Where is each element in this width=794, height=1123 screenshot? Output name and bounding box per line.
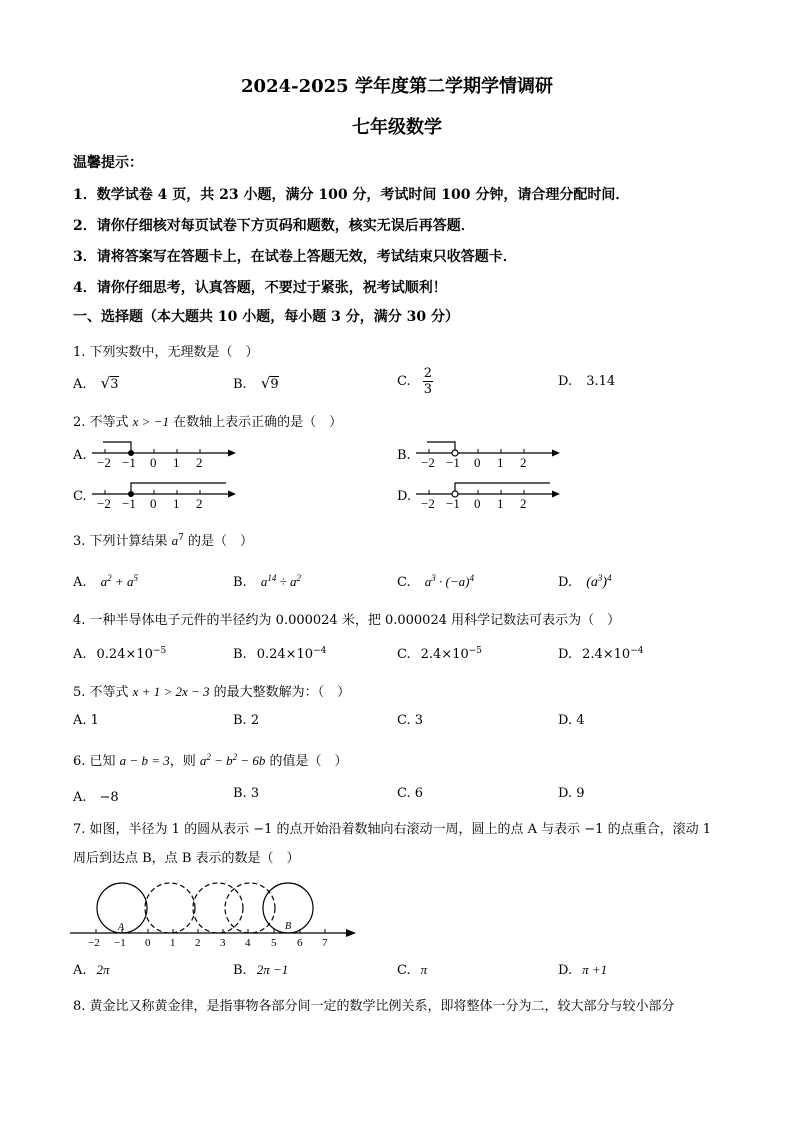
q2-option-d-label: D. (397, 489, 412, 504)
tick-label: 0 (474, 455, 481, 470)
number-line-c (88, 477, 238, 513)
tick-label: −1 (446, 496, 460, 511)
tick-label: 1 (170, 937, 176, 949)
tick-label: −1 (122, 496, 136, 511)
q2-option-b-label: B. (397, 448, 411, 463)
tick-label: 4 (245, 937, 251, 949)
question-5-stem: 5. 不等式 x + 1 > 2x − 3 的最大整数解为：（ ） (73, 684, 351, 700)
tick-label: 1 (173, 496, 180, 511)
sqrt-9: √9 (260, 374, 279, 392)
q3-option-d: D. $(a^3)^4$ (558, 573, 612, 590)
tick-label: 7 (322, 937, 328, 949)
question-1-stem: 1. 下列实数中，无理数是（ ） (73, 345, 259, 360)
rolling-circle (145, 883, 195, 933)
q1-option-b: B. √9 (233, 374, 279, 392)
tick-label: −2 (421, 496, 435, 511)
tick-label: −1 (114, 937, 126, 949)
tick-label: 2 (520, 496, 527, 511)
rolling-circle-figure (66, 874, 362, 950)
number-line-b (412, 436, 562, 472)
q3-option-c: C. $a^3 \cdot (-a)^4$ (397, 573, 474, 590)
tick-label: 3 (220, 937, 226, 949)
question-7-line-2: 周后到达点 B，点 B 表示的数是（ ） (73, 851, 300, 866)
q4-option-b: B. $0.24\times 10^{-4}$ (233, 646, 327, 662)
tick-label: −1 (122, 455, 136, 470)
q3-option-a: A. $a^2 + a^5$ (73, 573, 138, 590)
q1-option-a: A. √3 (73, 374, 119, 392)
q4-option-a: A. $0.24\times 10^{-5}$ (73, 646, 167, 662)
tick-label: 2 (196, 455, 203, 470)
question-4-stem: 4. 一种半导体电子元件的半径约为 0.000024 米，把 0.000024 用科学记数法可表示为（ ） (73, 613, 621, 628)
number-line-d (412, 477, 562, 513)
q3-option-b: B. $a^{14} \div a^2$ (233, 573, 301, 590)
point-a-label: A (118, 922, 125, 933)
tick-label: 0 (474, 496, 481, 511)
q5-option-a: A. 1 (73, 713, 99, 728)
q6-option-b: B. 3 (233, 786, 260, 801)
tick-label: 2 (195, 937, 201, 949)
q6-option-d: D. 9 (558, 786, 585, 801)
question-2-stem: 2. 不等式 x > −1 在数轴上表示正确的是（ ） (73, 414, 343, 430)
q1-option-c: C. $\frac{2}{3}$ (397, 366, 433, 397)
exam-subtitle: 七年级数学 (352, 117, 442, 138)
q5-option-c: C. 3 (397, 713, 424, 728)
question-8-line-1: 8. 黄金比又称黄金律，是指事物各部分间一定的数学比例关系，即将整体一分为二，较大部分与较小部分 (73, 999, 675, 1014)
section-heading: 一、选择题（本大题共 10 小题，每小题 3 分，满分 30 分） (73, 309, 459, 325)
tick-label: −2 (88, 937, 100, 949)
q4-option-d: D. $2.4\times 10^{-4}$ (558, 646, 644, 662)
question-6-stem: 6. 已知 a − b = 3，则 $a^2 - b^2 - 6b$ 的值是（ ） (73, 752, 348, 769)
q1-option-d: D. 3.14 (558, 374, 616, 389)
tick-label: 1 (173, 455, 180, 470)
question-3-stem: 3. 下列计算结果 $a^7$ 的是（ ） (73, 533, 254, 549)
tick-label: 1 (497, 496, 504, 511)
tips-header: 温馨提示： (73, 155, 143, 171)
number-line-a (88, 436, 238, 472)
q6-option-c: C. 6 (397, 786, 424, 801)
question-7-line-1: 7. 如图，半径为 1 的圆从表示 −1 的点开始沿着数轴向右滚动一周，圆上的点 A 与表示 −1 的点重合，滚动 1 (73, 822, 711, 837)
tip-3: 3．请将答案写在答题卡上，在试卷上答题无效，考试结束只收答题卡． (73, 249, 517, 265)
tick-label: 6 (297, 937, 303, 949)
tick-label: 0 (150, 496, 157, 511)
q2-option-c-label: C. (73, 489, 87, 504)
tick-label: −1 (446, 455, 460, 470)
tick-label: 2 (196, 496, 203, 511)
point-b-label: B (285, 921, 292, 932)
tick-label: 5 (271, 937, 277, 949)
q7-option-d: D. π +1 (558, 962, 608, 978)
tick-label: 1 (497, 455, 504, 470)
exam-title: 2024-2025 学年度第二学期学情调研 (241, 76, 553, 97)
q7-option-a: A. 2π (73, 962, 110, 978)
tick-label: −2 (97, 455, 111, 470)
q7-option-c: C. π (397, 962, 428, 978)
tick-label: 0 (150, 455, 157, 470)
q7-option-b: B. 2π −1 (233, 962, 289, 978)
tick-label: −2 (97, 496, 111, 511)
tip-2: 2．请你仔细核对每页试卷下方页码和题数，核实无误后再答题． (73, 218, 475, 234)
q2-option-a-label: A. (73, 448, 87, 463)
fraction-two-thirds: $\frac{2}{3}$ (423, 366, 433, 397)
tick-label: 2 (520, 455, 527, 470)
tip-1: 1．数学试卷 4 页，共 23 小题，满分 100 分，考试时间 100 分钟，请合理分配时间． (73, 187, 630, 203)
q5-option-b: B. 2 (233, 713, 260, 728)
q6-option-a: A. −8 (73, 790, 119, 805)
sqrt-3: √3 (100, 374, 119, 392)
q5-option-d: D. 4 (558, 713, 585, 728)
tick-label: 0 (145, 937, 151, 949)
tick-label: −2 (421, 455, 435, 470)
q4-option-c: C. $2.4\times 10^{-5}$ (397, 646, 483, 662)
rolling-circle (225, 883, 275, 933)
tip-4: 4．请你仔细思考，认真答题，不要过于紧张，祝考试顺利！ (73, 280, 447, 296)
rolling-circle (193, 883, 243, 933)
